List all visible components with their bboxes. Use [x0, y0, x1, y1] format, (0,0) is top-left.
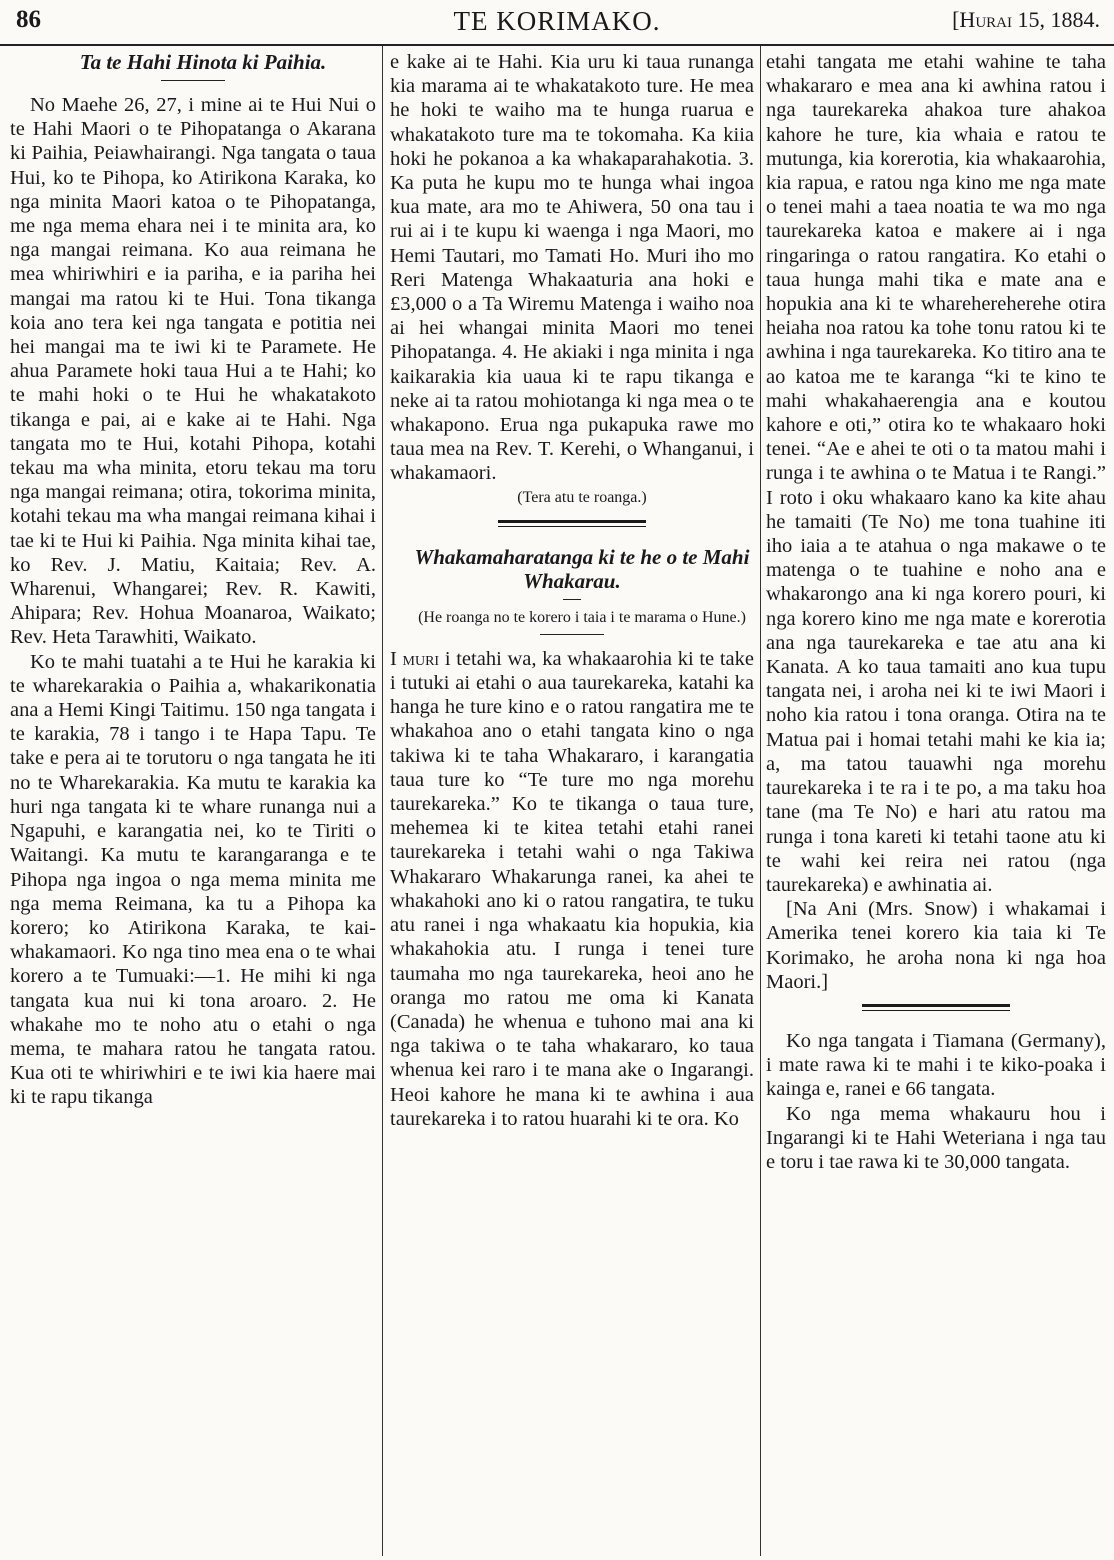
page-number: 86 — [16, 6, 41, 33]
article-subtitle: (He roanga no te korero i taia i te marama o Hune.) — [418, 608, 746, 626]
paragraph: etahi tangata me etahi wahine te taha whakararo e mea ana ki awhina ratou i nga taurekareka ahakoa ture ahakoa kahore he ture, kia whaia e ratou te mutunga, kia korerotia, kia whakaarohia, kia rapua, e ratou nga kino me nga mate o tenei mahi a taea noatia te wa mo nga taurekareka katoa e makere ai i nga ringaringa o ratou rangatira. Ko etahi o taua hunga mahi tika e mate ana e hopukia ana ki te wharehereherehe otira heiaha noa ratou ka tohe tonu ratou ki te awhina i nga taurekareka. Ko titiro ana te ao katoa me te karanga “ki te kino te mahi whakahaerengia ana e koutou kahore e oti,” otira ko te whakaaro hoki tenei. “Ae e ahei te oti o ta matou mahi i runga i te awhina o te Matua i te Rangi.” I roto i oku whakaaro kano ka kite ahau he tamaiti (Te No) me tona tuahine iti iho iaia a te atahua o nga makawe o te matenga o te tuahine e noho ana e whakarongo ana ki nga korero pouri, ki nga korero kino me nga mate e korerotia ana nga taurekareka e tae atu ana ki Kanata. A ko taua tamaiti ano kua tupu tangata nei, i aroha nei ki te iwi Maori i noho kia ratou i tona oranga. Otira na te Matua pai i homai tetahi mahi ke kia ia; a, ma tatou tauawhi nga morehu taurekareka i te ra i te po, a ma taku hoa tane (ma Te No) e hari atu ratou ma runga i tona kareti ki tetahi taone atu ki te wahi kei reira nei ratou (nga taurekareka) e awhinatia ai. — [766, 51, 1106, 896]
paragraph: Ko nga tangata i Tiamana (Germany), i mate rawa ki te mahi i te kiko-poaka i kainga e, ranei e 66 tangata. — [766, 1029, 1106, 1101]
title-rule — [161, 80, 225, 81]
paragraph-body: i tetahi wa, ka whakaarohia ki te take i tutuki ai etahi o aua taurekareka, katahi ka hanga he ture kino e o ratou rangatira me te whakahoa ano o etahi tangata kino o nga takiwa ki te taha Whakararo, i karangatia taua ture ko “Te ture mo nga morehu taurekareka.” Ko te tikanga o taua ture, mehemea ki te kitea tetahi etahi ranei taurekareka i tetahi wahi o nga Takiwa Whakararo Whakarunga ranei, ka ahei te whakahoki ano ki o ratou rangatira, te tuku atu ranei i nga whakaatu kia hopukia, kia whakahokia atu. I runga i tenei ture taumaha mo nga taurekareka, heoi ano he oranga mo ratou me oma ki Kanata (Canada) he whenua e tuhono mai ana ki nga takiwa o te taha whakararo, ko taua whenua kei raro i te mana ake o Ingarangi. Heoi kahore he mana ki te awhina i aua taurekareka i to ratou huarahi ki te ora. Ko — [390, 647, 754, 1130]
masthead: TE KORIMAKO. — [453, 6, 661, 36]
column-3 — [766, 50, 1106, 1556]
article-title: Whakamaharatanga ki te he o te Mahi Whakarau. — [414, 544, 750, 593]
page-header — [0, 0, 1114, 46]
editor-note: [Na Ani (Mrs. Snow) i whakamai i Amerika tenei korero kia taia ki Te Korimako, he aroha nona ki nga hoa Maori.] — [766, 898, 1106, 993]
article-title: Ta te Hahi Hinota ki Paihia. — [79, 50, 327, 74]
title-rule — [563, 599, 581, 600]
paragraph — [390, 647, 754, 1131]
column-divider — [760, 46, 761, 1556]
paragraph: No Maehe 26, 27, i mine ai te Hui Nui o te Hahi Maori o te Pihopatanga o Akarana ki Paihia, Peiawhairangi. Nga tangata o taua Hui, ko te Pihopa, ko Atirikona Karaka, ko nga minita Maori katoa o te Pihopatanga, me nga mema ehara nei i te minita ara, ko nga mangai reimana. Ko aua reimana he mea whiriwhiri e ia pariha, e ia pariha hei mangai ma ratou ki te Hui. Tona tikanga koia ano tera kei nga tangata e potitia nei hei mangai ma te iwi ki te Paramete. He ahua Paramete hoki taua Hui a te Hahi; ko te mahi hoki o te Hui he whakatakoto tikanga e pai, ai e kake ai te Hahi. Nga tangata mo te Hui, kotahi Pihopa, kotahi tekau ma wha minita, etoru tekau ma toru nga mangai reimana; otira, tokorima minita, kotahi tekau ma wha mangai reimana kihai i tae ki te Hui ki Paihia. Nga minita kihai tae, ko Rev. J. Matiu, Kaitaia; Rev. A. Wharenui, Whangarei; Rev. R. Kawiti, Ahipara; Rev. Hohua Moanaroa, Waikato; Rev. Heta Tarawhiti, Waikato. — [10, 94, 376, 649]
column-2 — [390, 50, 754, 1556]
paragraph: Ko te mahi tuatahi a te Hui he karakia ki te wharekarakia o Paihia a, whakarikonatia ana a Hemi Kingi Taitimu. 150 nga tangata i te karakia, 78 i tango i te Hapa Tapu. Te take e pera ai te torutoru o nga tangata he iti no te Wharekarakia. Ka mutu te karakia ka huri nga tangata ki te whare runanga nui a Ngapuhi, e karangatia nei, ko te Tiriti o Waitangi. Ka mutu te karangaranga e te Pihopa nga ingoa o nga mema minita me nga mema Reimana, ka tu a Pihopa ka korero; ko Atirikona Karaka, te kai-whakamaori. Ko nga tino mea ena o te whai korero a te Tumuaki:—1. He mihi ki nga tangata kua nui ki tona aroaro. 2. He whakahe mo te noho atu o etahi o nga mema, te mahara ratou he tangata ratou. Kua oti te whiriwhiri e te iwi kia haere mai ki te rapu tikanga — [10, 650, 376, 1109]
paragraph: e kake ai te Hahi. Kia uru ki taua runanga kia marama ai te whakatakoto ture. He mea he hoki te waiho ma te hunga ruarua e whakatakoto ture ma te tokomaha. Ka kiia hoki he pokanoa a ka whakaparahakotia. 3. Ka puta he kupu mo te hunga whai ingoa kua mate, ara mo te Ahiwera, 50 ona tau i rui ai i te kupu ki waenga i nga Maori, mo Hemi Tautari, mo Tamati Ho. Muri iho mo Reri Matenga Whakaaturia ana hoki e £3,000 o a Ta Wiremu Matenga i waiho noa ai hei whangai minita Maori mo tenei Pihopatanga. 4. He akiaki i nga minita i nga kaikarakia kia uaua ki te rapu tikanga e neke ai ta ratou mohiotanga ki nga mea o te whakapono. Erua nga pukapuka rawe mo taua mea na Rev. T. Kerehi, o Whanganui, i whakamaori. — [390, 51, 754, 485]
section-divider — [498, 520, 646, 527]
paragraph: Ko nga mema whakauru hou i Ingarangi ki te Hahi Weteriana i nga tau e toru i tae rawa ki te 30,000 tangata. — [766, 1102, 1106, 1173]
subtitle-rule — [540, 634, 604, 635]
lead-in: I muri — [390, 647, 440, 670]
issue-date: [Hurai 15, 1884. — [952, 7, 1100, 32]
continued-note: (Tera atu te roanga.) — [517, 488, 647, 506]
column-divider — [382, 46, 383, 1556]
section-divider — [862, 1004, 1010, 1011]
column-1 — [10, 50, 376, 1556]
